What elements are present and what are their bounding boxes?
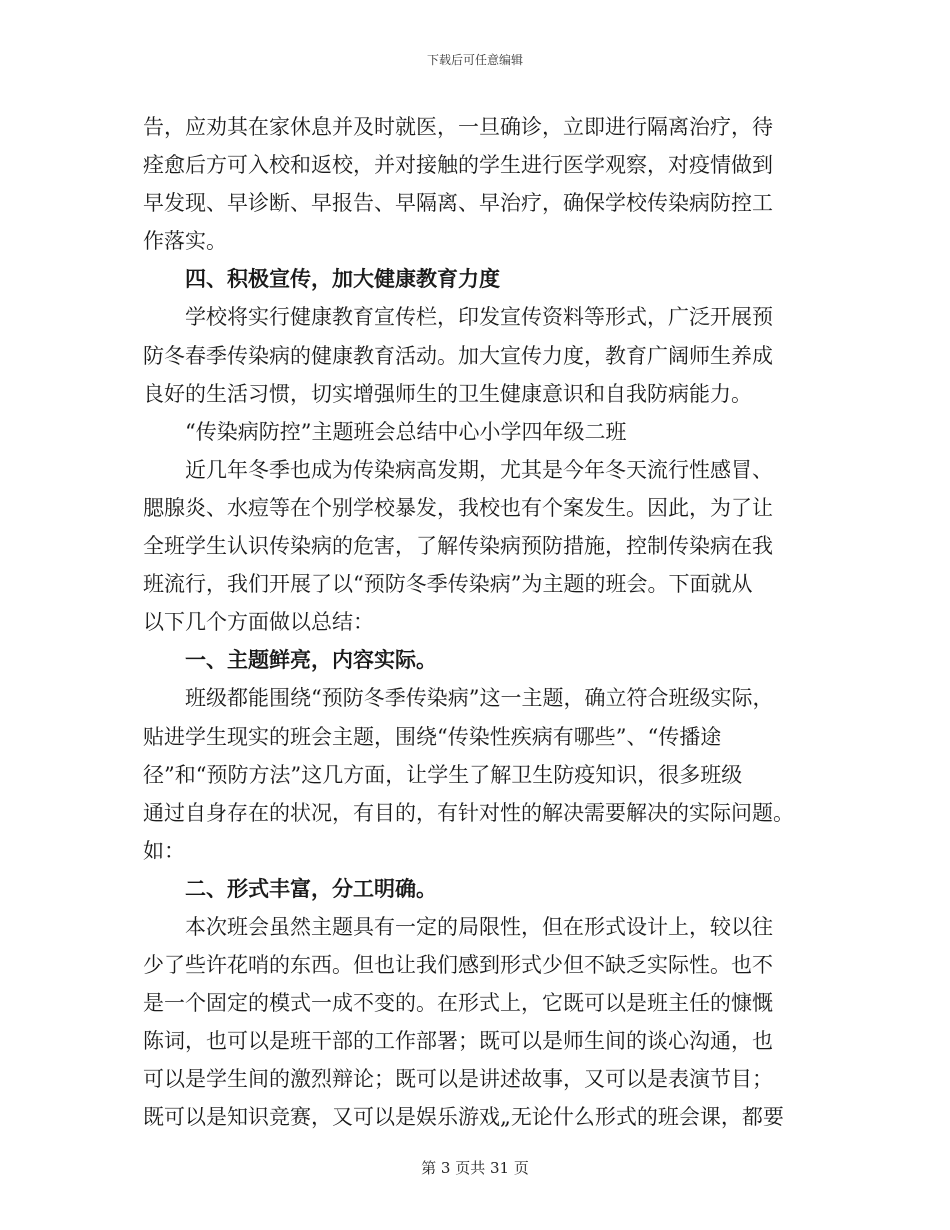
text-line: 本次班会虽然主题具有一定的局限性，但在形式设计上，较以往 <box>185 914 773 939</box>
text-line: 良好的生活习惯，切实增强师生的卫生健康意识和自我防病能力。 <box>143 381 752 406</box>
text-line: 以下几个方面做以总结： <box>143 610 374 635</box>
text-line: 班级都能围绕“预防冬季传染病”这一主题，确立符合班级实际， <box>185 686 774 711</box>
text-line: 贴进学生现实的班会主题，围绕“传染性疾病有哪些”、“传播途 <box>143 724 722 749</box>
section-heading: 四、积极宣传，加大健康教育力度 <box>185 266 500 292</box>
text-line: 防冬春季传染病的健康教育活动。加大宣传力度，教育广阔师生养成 <box>143 343 773 368</box>
text-line: 全班学生认识传染病的危害，了解传染病预防措施，控制传染病在我 <box>143 534 773 559</box>
text-line: 告，应劝其在家休息并及时就医，一旦确诊，立即进行隔离治疗，待 <box>143 115 773 139</box>
text-line: 通过自身存在的状况，有目的，有针对性的解决需要解决的实际问题。 <box>143 800 794 825</box>
text-line: 可以是学生间的激烈辩论；既可以是讲述故事，又可以是表演节目； <box>143 1067 773 1092</box>
text-line: 早发现、早诊断、早报告、早隔离、早治疗，确保学校传染病防控工 <box>143 191 773 216</box>
document-title: “传染病防控”主题班会总结中心小学四年级二班 <box>185 419 627 444</box>
text-line: 陈词，也可以是班干部的工作部署；既可以是师生间的谈心沟通，也 <box>143 1029 773 1054</box>
text-line: 是一个固定的模式一成不变的。在形式上，它既可以是班主任的慷慨 <box>143 991 773 1016</box>
text-line: 学校将实行健康教育宣传栏，印发宣传资料等形式，广泛开展预 <box>185 305 773 330</box>
section-heading: 一、主题鲜亮，内容实际。 <box>185 647 437 673</box>
page-header: 下载后可任意编辑 <box>426 53 523 67</box>
text-line: 腮腺炎、水痘等在个别学校暴发，我校也有个案发生。因此，为了让 <box>143 495 773 520</box>
page-footer: 第 3 页共 31 页 <box>421 1159 529 1177</box>
text-line: 近几年冬季也成为传染病高发期，尤其是今年冬天流行性感冒、 <box>185 457 773 482</box>
text-line: 作落实。 <box>143 229 227 254</box>
text-line: 既可以是知识竞赛，又可以是娱乐游戏„无论什么形式的班会课，都要 <box>143 1105 784 1130</box>
document-body <box>143 108 805 1137</box>
text-line: 痊愈后方可入校和返校，并对接触的学生进行医学观察，对疫情做到 <box>143 153 773 178</box>
text-line: 如： <box>143 838 185 863</box>
text-line: 班流行，我们开展了以“预防冬季传染病”为主题的班会。下面就从 <box>143 572 753 597</box>
section-heading: 二、形式丰富，分工明确。 <box>185 875 437 901</box>
text-line: 径”和“预防方法”这几方面，让学生了解卫生防疫知识，很多班级 <box>143 762 743 787</box>
text-line: 少了些许花哨的东西。但也让我们感到形式少但不缺乏实际性。也不 <box>143 953 773 978</box>
